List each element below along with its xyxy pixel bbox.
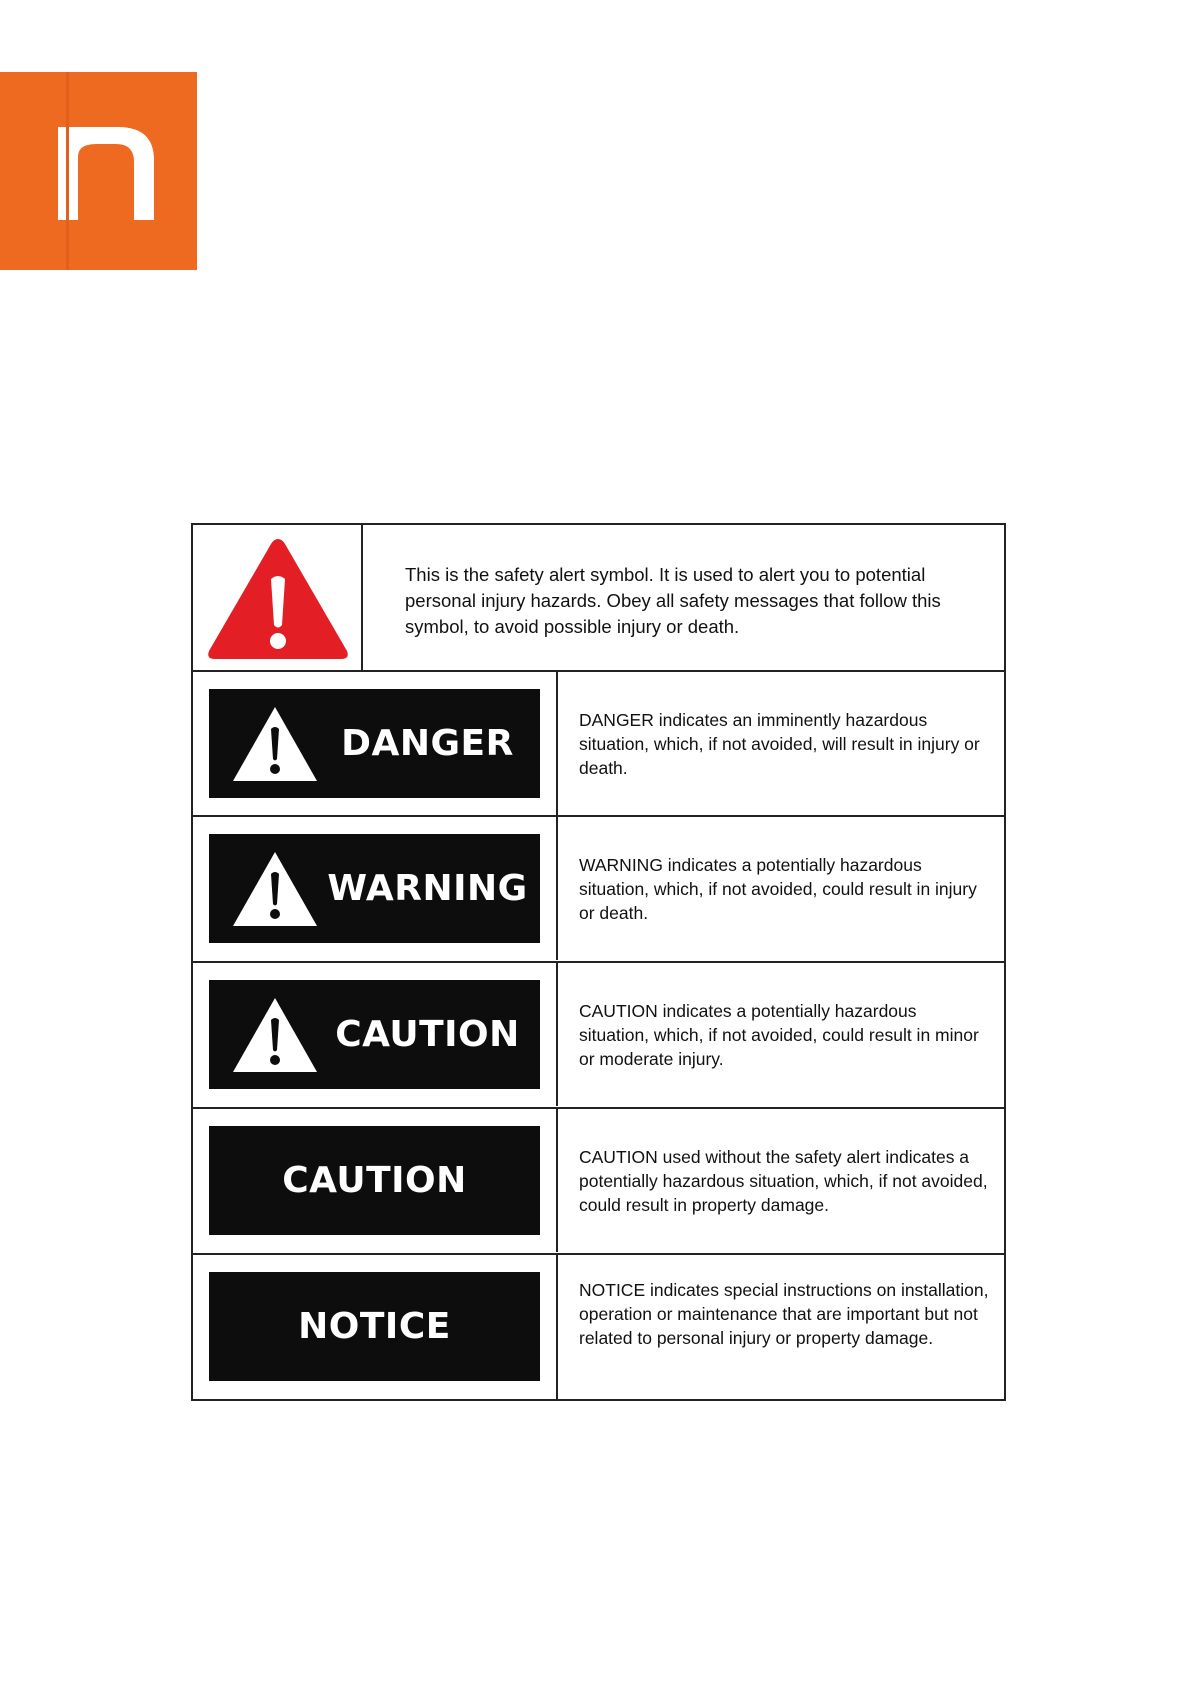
safety-alert-triangle-icon bbox=[205, 535, 351, 663]
signal-row-caution bbox=[193, 963, 1004, 1109]
danger-description: DANGER indicates an imminently hazardous situation, which, if not avoided, will result in injury or death. bbox=[579, 710, 980, 778]
brand-logo bbox=[0, 72, 197, 270]
signal-label-cell bbox=[193, 817, 558, 960]
signal-row-danger bbox=[193, 672, 1004, 817]
alert-triangle-icon bbox=[231, 705, 319, 783]
notice-label bbox=[209, 1272, 540, 1381]
signal-label-cell bbox=[193, 1255, 558, 1399]
alert-triangle-icon bbox=[231, 996, 319, 1074]
caution-property-label-text: CAUTION bbox=[282, 1160, 467, 1201]
warning-description: WARNING indicates a potentially hazardous situation, which, if not avoided, could result in injury or death. bbox=[579, 855, 977, 923]
safety-alert-symbol-cell bbox=[193, 525, 363, 670]
warning-label bbox=[209, 834, 540, 943]
danger-label-text: DANGER bbox=[341, 723, 514, 764]
danger-label bbox=[209, 689, 540, 798]
caution-label bbox=[209, 980, 540, 1089]
safety-alert-description: This is the safety alert symbol. It is used to alert you to potential personal injury hazards. Obey all safety messages that follow this symbol, to avoid possible injury or death. bbox=[405, 564, 941, 637]
caution-label-text: CAUTION bbox=[335, 1014, 520, 1055]
warning-label-text: WARNING bbox=[327, 868, 528, 909]
signal-label-cell bbox=[193, 1109, 558, 1252]
caution-property-label bbox=[209, 1126, 540, 1235]
signal-label-cell bbox=[193, 672, 558, 815]
caution-property-description: CAUTION used without the safety alert indicates a potentially hazardous situation, which, if not avoided, could result in property damage. bbox=[579, 1147, 988, 1215]
notice-description: NOTICE indicates special instructions on installation, operation or maintenance that are important but not related to personal injury or property damage. bbox=[579, 1280, 989, 1348]
signal-row-caution-property bbox=[193, 1109, 1004, 1255]
signal-row-warning bbox=[193, 817, 1004, 963]
safety-alert-intro-row bbox=[193, 525, 1004, 672]
brand-logo-icon bbox=[0, 72, 197, 270]
notice-label-text: NOTICE bbox=[298, 1306, 451, 1347]
safety-message-table bbox=[191, 523, 1006, 1401]
signal-row-notice bbox=[193, 1255, 1004, 1399]
alert-triangle-icon bbox=[231, 850, 319, 928]
signal-label-cell bbox=[193, 963, 558, 1106]
caution-description: CAUTION indicates a potentially hazardous situation, which, if not avoided, could result in minor or moderate injury. bbox=[579, 1001, 979, 1069]
